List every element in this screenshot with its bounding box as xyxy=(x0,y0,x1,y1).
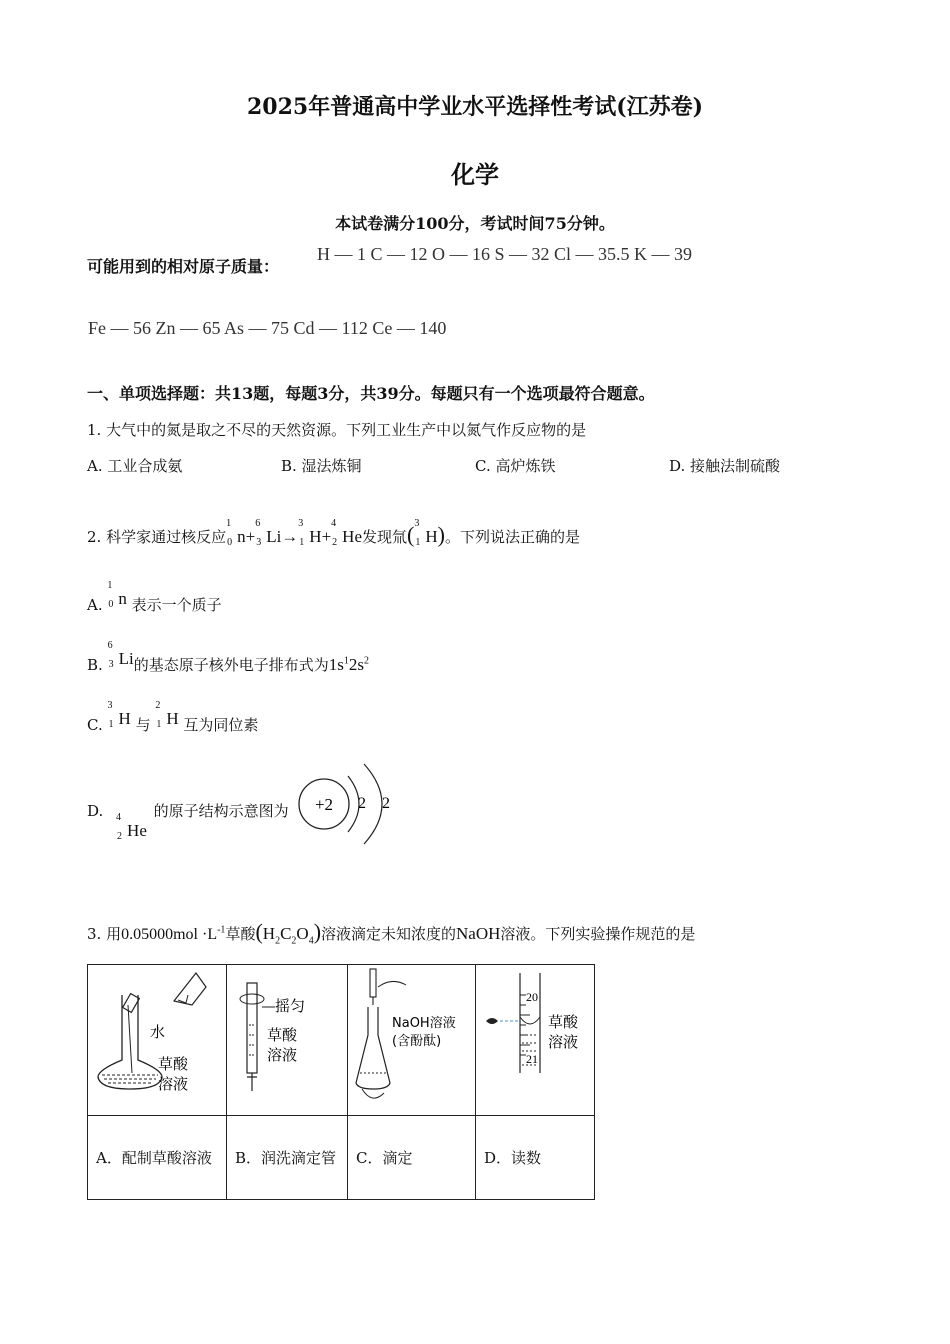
q2-discover: 发现氚 xyxy=(362,528,408,546)
fig-d-cell xyxy=(476,965,595,1116)
nuclide-neutron: 1 0 n xyxy=(226,518,246,548)
svg-text:溶液: 溶液 xyxy=(158,1075,189,1093)
svg-text:溶液: 溶液 xyxy=(548,1033,579,1051)
nucleus-charge: +2 xyxy=(314,795,334,814)
volumetric-flask-figure xyxy=(88,965,226,1111)
atomic-mass-line2: Fe — 56 Zn — 65 As — 75 Cd — 112 Ce — 140 xyxy=(88,318,447,338)
nuclide-he4: 4 2 He xyxy=(331,518,362,548)
q2-equation: 1 0 n+ 6 3 Li→ 3 1 H+ 4 2 He xyxy=(226,518,362,548)
electron-shell-2 xyxy=(364,764,382,844)
svg-text:NaOH溶液: NaOH溶液 xyxy=(392,1016,456,1031)
q3-stem: 3. 用$0.05000mol \cdot L^{-1}$草酸$(H_2C_2O_4)$溶液滴定未知浓度的NaOH溶液。下列实验操作规范的是 xyxy=(87,919,696,947)
q3-option-d: D．读数 xyxy=(476,1116,595,1200)
q3-option-a: A．配制草酸溶液 xyxy=(88,1116,227,1200)
burette-reading-figure xyxy=(476,965,594,1111)
titration-figure xyxy=(348,965,475,1111)
exam-note: 本试卷满分100分，考试时间75分钟。 xyxy=(335,214,615,233)
svg-text:草酸: 草酸 xyxy=(548,1013,579,1031)
svg-text:(含酚酞): (含酚酞) xyxy=(392,1034,442,1049)
nuclide-h3: 3 1 H xyxy=(298,518,322,548)
q2-stem: 2. 科学家通过核反应 1 0 n+ 6 3 Li→ 3 1 H+ 4 2 He发现氚( 3 1 H)。下列说法正确的是 xyxy=(87,518,580,548)
q1-option-b: B. 湿法炼铜 xyxy=(281,457,362,475)
subject-title: 化学 xyxy=(451,160,499,189)
shell-2-electrons: 2 xyxy=(382,795,390,812)
nuclide-li6: 6 3 Li xyxy=(255,518,282,548)
exam-title: 2025年普通高中学业水平选择性考试(江苏卷) xyxy=(246,94,704,120)
svg-text:20: 20 xyxy=(526,990,538,1004)
fig-c-cell xyxy=(348,965,476,1116)
fig-a-cell xyxy=(88,965,227,1116)
svg-text:水: 水 xyxy=(150,1023,166,1041)
eye-icon xyxy=(486,1018,498,1024)
oxalic-acid-formula: $H_2C_2O_4$ xyxy=(262,924,314,947)
q2-stem-suffix: 。下列说法正确的是 xyxy=(444,528,580,546)
svg-text:21: 21 xyxy=(526,1052,538,1066)
q1-option-a: A. 工业合成氨 xyxy=(87,457,183,475)
q2-option-a: A. 1 0 n 表示一个质子 xyxy=(87,580,222,614)
svg-text:摇匀: 摇匀 xyxy=(275,997,306,1015)
svg-text:溶液: 溶液 xyxy=(267,1046,298,1064)
q1-stem: 1. 大气中的氮是取之不尽的天然资源。下列工业生产中以氮气作反应物的是 xyxy=(87,421,587,439)
q2-option-c: C. 3 1 H 与 2 1 H 互为同位素 xyxy=(87,700,259,734)
q2-option-b: B. 6 3 Li的基态原子核外电子排布式为$1s^12s^2$ xyxy=(87,640,369,674)
q3-option-c: C．滴定 xyxy=(348,1116,476,1200)
shell-1-electrons: 2 xyxy=(358,795,366,812)
helium-atom-diagram xyxy=(296,762,406,846)
atomic-mass-line1: H — 1 C — 12 O — 16 S — 32 Cl — 35.5 K — 39 xyxy=(317,244,693,264)
burette-rinse-figure xyxy=(227,965,347,1111)
svg-text:草酸: 草酸 xyxy=(267,1026,298,1044)
q3-concentration: $0.05000mol \cdot L^{-1}$ xyxy=(121,924,226,943)
atomic-mass-label: 可能用到的相对原子质量： xyxy=(87,257,280,276)
electron-config: $1s^12s^2$ xyxy=(328,655,369,674)
svg-text:草酸: 草酸 xyxy=(158,1055,189,1073)
section-heading: 一、单项选择题：共13题，每题3分，共39分。每题只有一个选项最符合题意。 xyxy=(87,384,655,403)
q3-option-b: B．润洗滴定管 xyxy=(227,1116,348,1200)
nuclide-tritium: 3 1 H xyxy=(414,518,438,548)
q1-option-d: D. 接触法制硫酸 xyxy=(669,457,781,475)
experiment-table xyxy=(87,964,595,1200)
q1-option-c: C. 高炉炼铁 xyxy=(475,457,556,475)
q2-option-d: D. 4 2 He 的原子结构示意图为 xyxy=(87,802,289,842)
fig-b-cell xyxy=(227,965,348,1116)
q2-stem-prefix: 2. 科学家通过核反应 xyxy=(87,528,227,546)
